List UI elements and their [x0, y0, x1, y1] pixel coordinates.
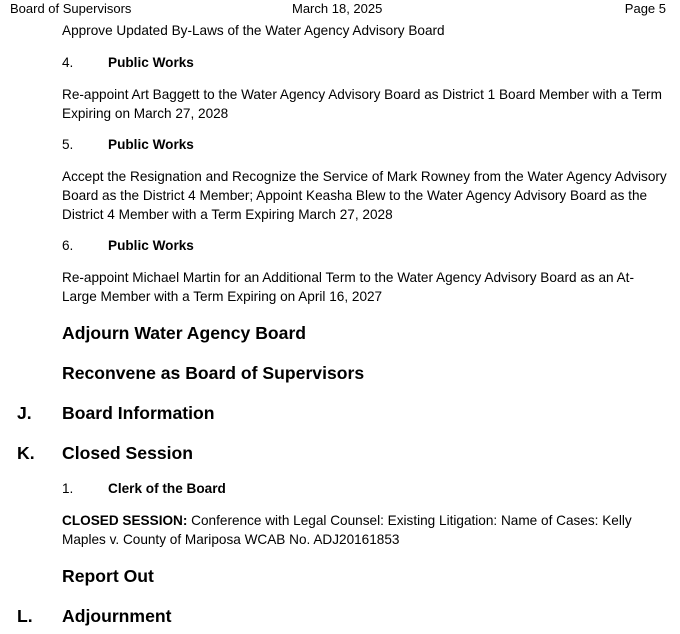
page-header: [0, 1, 680, 19]
item-number: 5.: [62, 137, 74, 152]
closed-session-item-text: [62, 511, 668, 549]
section-letter-j: J.: [17, 403, 32, 423]
agenda-item-5-text: Accept the Resignation and Recognize the Service of Mark Rowney from the Water Agency Advisory Board as the District 4 Member; Appoint Keasha Blew to the Water Agency Advisory Board as the District 4 Member with a Term Expiring March 27, 2028: [62, 169, 667, 222]
section-board-information: Board Information: [62, 403, 215, 423]
section-reconvene: Reconvene as Board of Supervisors: [62, 363, 365, 383]
carryover-item-text: Approve Updated By-Laws of the Water Agency Advisory Board: [62, 23, 445, 38]
agenda-item-4-text: Re-appoint Art Baggett to the Water Agency Advisory Board as District 1 Board Member with a Term Expiring on March 27, 2028: [62, 87, 662, 121]
item-number: 4.: [62, 55, 74, 70]
item-department: Public Works: [108, 238, 194, 253]
item-number: 6.: [62, 238, 74, 253]
section-adjourn-water-agency: Adjourn Water Agency Board: [62, 323, 307, 343]
item-department: Public Works: [108, 137, 194, 152]
section-letter-k: K.: [17, 443, 35, 463]
section-letter-l: L.: [17, 606, 33, 626]
item-department: Clerk of the Board: [108, 481, 226, 496]
section-closed-session: Closed Session: [62, 443, 194, 463]
item-number: 1.: [62, 481, 74, 496]
header-date: March 18, 2025: [292, 1, 383, 16]
closed-session-description: Conference with Legal Counsel: Existing Litigation: Name of Cases: Kelly Maples v. County of Mariposa WCAB No. ADJ20161853: [62, 513, 632, 547]
closed-session-label: CLOSED SESSION:: [62, 513, 188, 528]
agenda-item-6-text: Re-appoint Michael Martin for an Additional Term to the Water Agency Advisory Board as an At-Large Member with a Term Expiring on April 16, 2027: [62, 270, 634, 304]
section-report-out: Report Out: [62, 566, 154, 586]
header-page-number: Page 5: [624, 1, 666, 16]
section-adjournment: Adjournment: [62, 606, 172, 626]
header-board-name: Board of Supervisors: [10, 1, 132, 16]
item-department: Public Works: [108, 55, 194, 70]
